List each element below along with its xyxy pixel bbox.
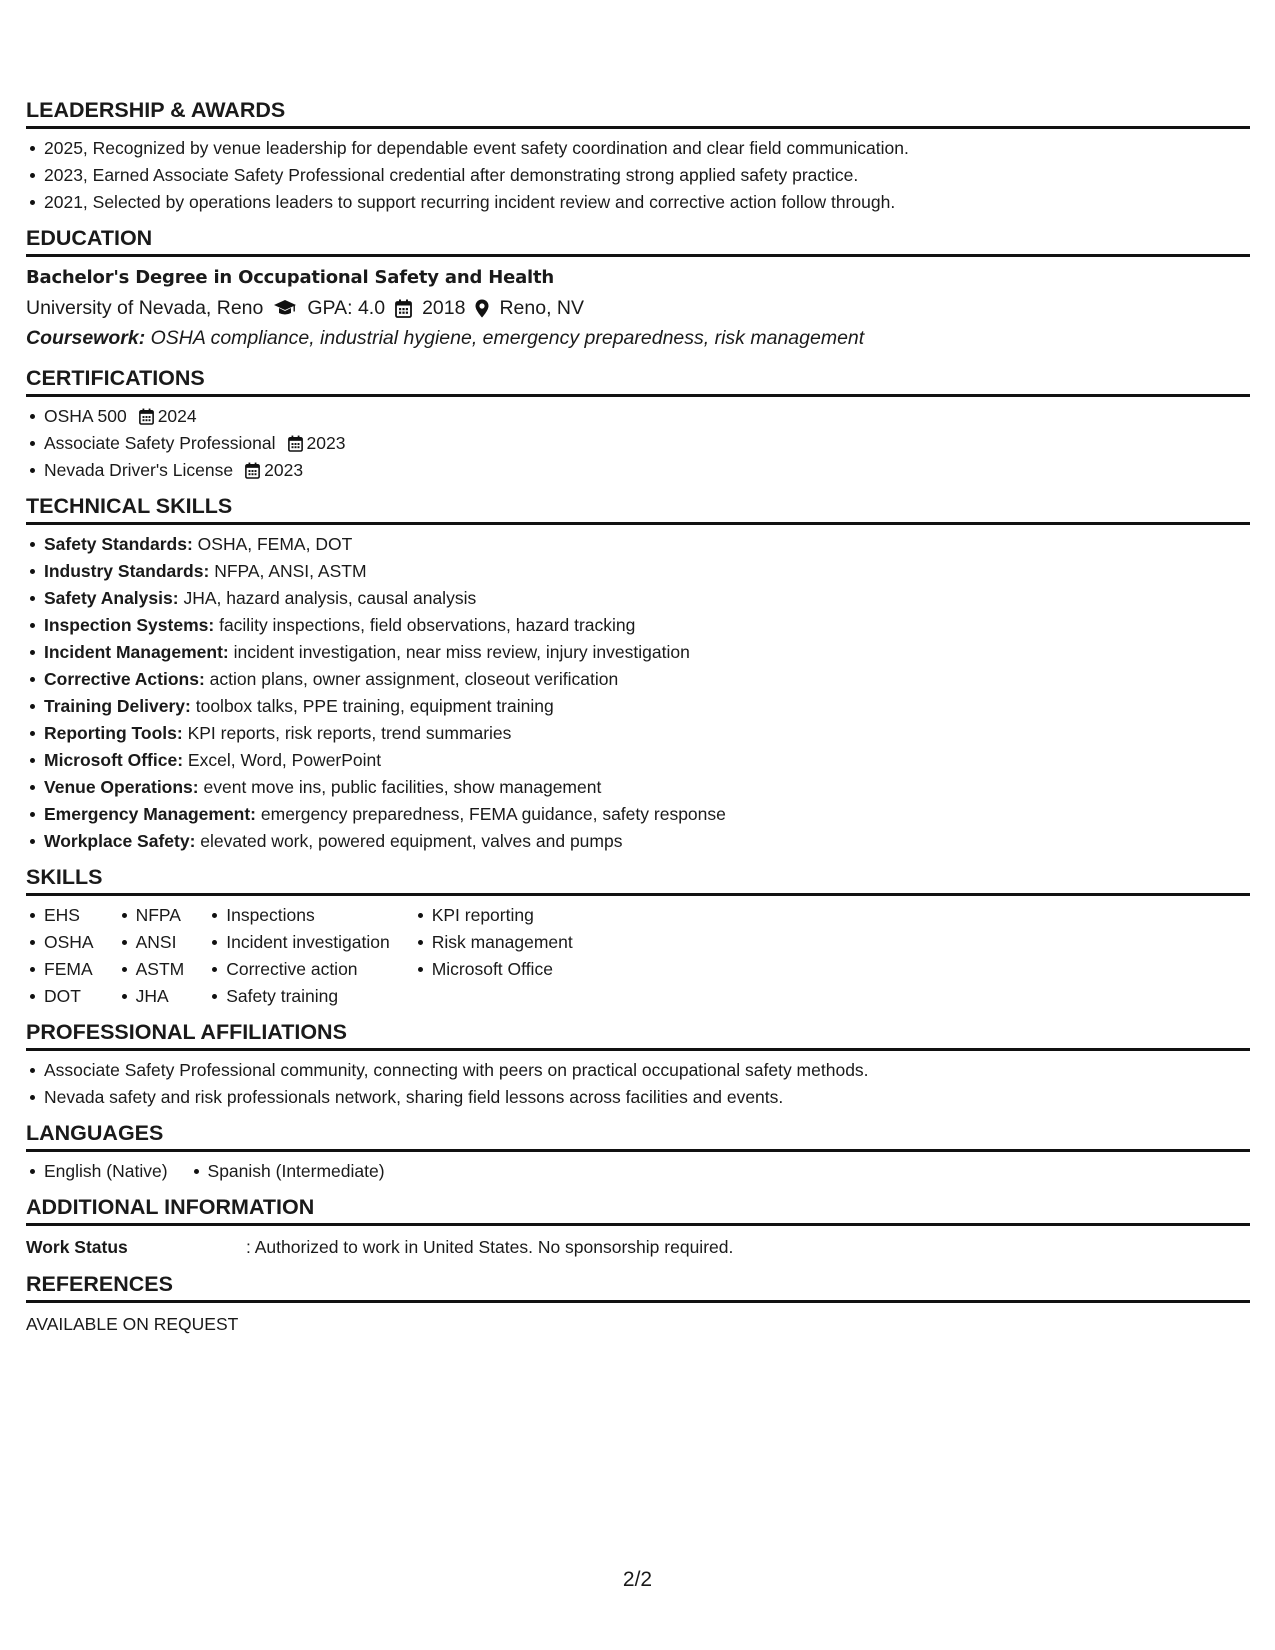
section-certifications [26, 362, 1250, 484]
section-technical-skills [26, 490, 1250, 855]
work-status-label: Work Status [26, 1237, 128, 1257]
section-title-additional: ADDITIONAL INFORMATION [26, 1195, 315, 1219]
section-title-certifications: CERTIFICATIONS [26, 366, 205, 390]
list-item: Associate Safety Professional community, connecting with peers on practical occupational safety methods. [26, 1057, 1250, 1084]
list-item: FEMA [26, 956, 94, 983]
section-divider [26, 522, 1250, 525]
list-item: Inspections [208, 902, 389, 929]
skill-category: Emergency Management: [44, 804, 257, 824]
certification-year: 2023 [306, 433, 346, 453]
skill-values: event move ins, public facilities, show management [203, 777, 602, 797]
languages-list [26, 1158, 1250, 1185]
list-item [26, 612, 1250, 639]
skill-values: toolbox talks, PPE training, equipment training [195, 696, 554, 716]
list-item [26, 747, 1250, 774]
school-name: University of Nevada, Reno [26, 297, 264, 319]
calendar-icon [139, 408, 154, 425]
section-languages [26, 1117, 1250, 1185]
list-item [26, 558, 1250, 585]
section-divider [26, 1223, 1250, 1226]
skill-values: action plans, owner assignment, closeout verification [209, 669, 619, 689]
list-item: NFPA [118, 902, 185, 929]
skill-category: Industry Standards: [44, 561, 210, 581]
graduation-year: 2018 [422, 297, 466, 319]
list-item [26, 403, 1250, 430]
skill-values: KPI reports, risk reports, trend summaries [187, 723, 512, 743]
list-item: 2023, Earned Associate Safety Professional credential after demonstrating strong applied safety practice. [26, 162, 1250, 189]
list-item [26, 531, 1250, 558]
skill-values: OSHA, FEMA, DOT [197, 534, 353, 554]
page-number: 2/2 [622, 1568, 653, 1591]
section-divider [26, 126, 1250, 129]
list-item: Corrective action [208, 956, 389, 983]
list-item: ASTM [118, 956, 185, 983]
section-divider [26, 1048, 1250, 1051]
references-text: AVAILABLE ON REQUEST [26, 1314, 239, 1334]
section-title-references: REFERENCES [26, 1272, 173, 1296]
certification-name: Nevada Driver's License [44, 460, 234, 480]
map-marker-icon [475, 299, 489, 318]
skill-values: Excel, Word, PowerPoint [187, 750, 382, 770]
skills-columns [26, 902, 1250, 1010]
list-item: 2021, Selected by operations leaders to support recurring incident review and corrective action follow through. [26, 189, 1250, 216]
work-status-row [26, 1232, 1250, 1262]
section-title-affiliations: PROFESSIONAL AFFILIATIONS [26, 1020, 347, 1044]
section-affiliations [26, 1016, 1250, 1111]
list-item: English (Native) [26, 1158, 168, 1185]
skill-category: Reporting Tools: [44, 723, 183, 743]
graduation-cap-icon [273, 299, 297, 317]
skills-column [118, 902, 185, 1010]
coursework-list: OSHA compliance, industrial hygiene, emergency preparedness, risk management [150, 327, 865, 349]
leadership-list [26, 135, 1250, 216]
skill-values: elevated work, powered equipment, valves and pumps [200, 831, 623, 851]
list-item: ANSI [118, 929, 185, 956]
list-item [26, 585, 1250, 612]
section-divider [26, 1300, 1250, 1303]
list-item: Nevada safety and risk professionals network, sharing field lessons across facilities and events. [26, 1084, 1250, 1111]
certification-name: Associate Safety Professional [44, 433, 276, 453]
list-item [26, 801, 1250, 828]
coursework-label: Coursework: [26, 327, 146, 349]
section-divider [26, 1149, 1250, 1152]
list-item [26, 720, 1250, 747]
section-title-skills: SKILLS [26, 865, 103, 889]
calendar-icon [395, 299, 412, 318]
list-item: OSHA [26, 929, 94, 956]
certification-name: OSHA 500 [44, 406, 127, 426]
certifications-list [26, 403, 1250, 484]
list-item: Incident investigation [208, 929, 389, 956]
list-item [26, 828, 1250, 855]
skill-values: JHA, hazard analysis, causal analysis [183, 588, 477, 608]
skill-category: Corrective Actions: [44, 669, 205, 689]
calendar-icon [288, 435, 303, 452]
calendar-icon [245, 462, 260, 479]
skills-column [26, 902, 94, 1010]
list-item: KPI reporting [414, 902, 573, 929]
list-item [26, 666, 1250, 693]
skill-category: Inspection Systems: [44, 615, 215, 635]
skill-values: incident investigation, near miss review, injury investigation [233, 642, 690, 662]
section-skills [26, 861, 1250, 1010]
technical-skills-list [26, 531, 1250, 855]
education-details [26, 293, 1250, 323]
list-item: JHA [118, 983, 185, 1010]
skill-category: Safety Standards: [44, 534, 193, 554]
list-item [26, 457, 1250, 484]
certification-year: 2024 [157, 406, 197, 426]
section-divider [26, 893, 1250, 896]
list-item [26, 693, 1250, 720]
skill-category: Safety Analysis: [44, 588, 179, 608]
section-leadership [26, 94, 1250, 216]
list-item: Spanish (Intermediate) [190, 1158, 385, 1185]
list-item [26, 774, 1250, 801]
section-references [26, 1268, 1250, 1339]
skill-category: Workplace Safety: [44, 831, 196, 851]
list-item: Safety training [208, 983, 389, 1010]
skills-column [208, 902, 389, 1010]
list-item [26, 430, 1250, 457]
section-divider [26, 394, 1250, 397]
list-item: DOT [26, 983, 94, 1010]
list-item: Microsoft Office [414, 956, 573, 983]
gpa: GPA: 4.0 [307, 297, 386, 319]
work-status-value: : Authorized to work in United States. No sponsorship required. [246, 1237, 734, 1257]
section-title-languages: LANGUAGES [26, 1121, 164, 1145]
degree-title: Bachelor's Degree in Occupational Safety and Health [26, 267, 555, 288]
list-item: EHS [26, 902, 94, 929]
certification-year: 2023 [264, 460, 304, 480]
school-location: Reno, NV [499, 297, 584, 319]
section-education [26, 222, 1250, 354]
section-divider [26, 254, 1250, 257]
skill-category: Venue Operations: [44, 777, 199, 797]
skill-category: Training Delivery: [44, 696, 191, 716]
skill-category: Incident Management: [44, 642, 229, 662]
resume-page [26, 88, 1250, 1339]
affiliations-list [26, 1057, 1250, 1111]
skill-values: NFPA, ANSI, ASTM [214, 561, 367, 581]
skill-values: emergency preparedness, FEMA guidance, safety response [260, 804, 726, 824]
list-item: Risk management [414, 929, 573, 956]
section-title-leadership: LEADERSHIP & AWARDS [26, 98, 286, 122]
skills-column [414, 902, 573, 1010]
section-title-education: EDUCATION [26, 226, 153, 250]
coursework [26, 323, 1250, 354]
section-additional-information [26, 1191, 1250, 1262]
skill-values: facility inspections, field observations, hazard tracking [219, 615, 636, 635]
section-title-technical-skills: TECHNICAL SKILLS [26, 494, 233, 518]
skill-category: Microsoft Office: [44, 750, 184, 770]
list-item [26, 639, 1250, 666]
list-item: 2025, Recognized by venue leadership for dependable event safety coordination and clear field communication. [26, 135, 1250, 162]
